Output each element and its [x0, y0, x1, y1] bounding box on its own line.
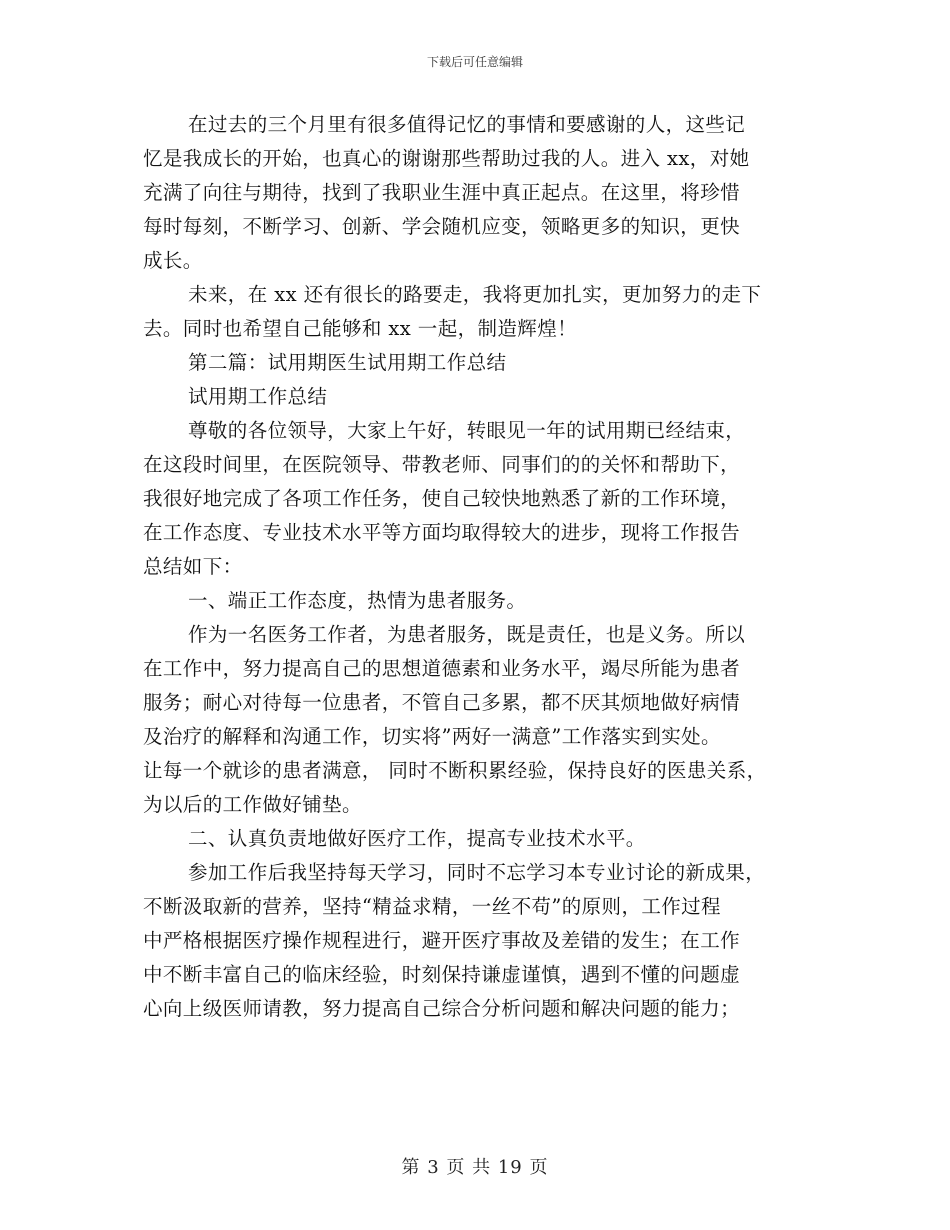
- paragraph-line: 心向上级医师请教，努力提高自己综合分析问题和解决问题的能力；: [143, 997, 741, 1020]
- paragraph-line: 忆是我成长的开始，也真心的谢谢那些帮助过我的人。进入 xx，对她: [143, 147, 750, 170]
- paragraph-line: 在这段时间里，在医院领导、带教老师、同事们的的关怀和帮助下，: [143, 453, 741, 476]
- page-footer: 第 3 页 共 19 页: [401, 1157, 549, 1178]
- subsection-heading: 一、端正工作态度，热情为患者服务。: [188, 589, 527, 612]
- paragraph-line: 在工作中，努力提高自己的思想道德素和业务水平，竭尽所能为患者: [143, 657, 741, 680]
- paragraph-line: 不断汲取新的营养，坚持“精益求精，一丝不苟”的原则，工作过程: [143, 895, 721, 918]
- paragraph-line: 参加工作后我坚持每天学习，同时不忘学习本专业讨论的新成果，: [188, 861, 766, 884]
- paragraph-line: 尊敬的各位领导，大家上午好，转眼见一年的试用期已经结束，: [188, 419, 746, 442]
- paragraph-line: 每时每刻，不断学习、创新、学会随机应变，领略更多的知识，更快: [143, 215, 741, 238]
- paragraph-line: 未来，在 xx 还有很长的路要走，我将更加扎实，更加努力的走下: [188, 283, 762, 306]
- paragraph-line: 去。同时也希望自己能够和 xx 一起，制造辉煌！: [143, 317, 577, 340]
- paragraph-line: 中不断丰富自己的临床经验，时刻保持谦虚谨慎，遇到不懂的问题虚: [143, 963, 741, 986]
- paragraph-line: 我很好地完成了各项工作任务，使自己较快地熟悉了新的工作环境，: [143, 487, 741, 510]
- paragraph-line: 作为一名医务工作者，为患者服务，既是责任，也是义务。所以: [188, 623, 746, 646]
- paragraph-line: 充满了向往与期待，找到了我职业生涯中真正起点。在这里，将珍惜: [143, 181, 741, 204]
- paragraph-line: 服务；耐心对待每一位患者，不管自己多累，都不厌其烦地做好病情: [143, 691, 741, 714]
- document-body: [143, 108, 823, 1026]
- paragraph-line: 总结如下：: [143, 555, 243, 578]
- paragraph-line: 及治疗的解释和沟通工作，切实将”两好一满意”工作落实到实处。: [143, 725, 721, 748]
- paragraph-line: 在过去的三个月里有很多值得记忆的事情和要感谢的人，这些记: [188, 113, 746, 136]
- paragraph-line: 成长。: [143, 249, 203, 272]
- paragraph-line: 让每一个就诊的患者满意， 同时不断积累经验，保持良好的医患关系，: [143, 759, 767, 782]
- paragraph-line: 在工作态度、专业技术水平等方面均取得较大的进步，现将工作报告: [143, 521, 741, 544]
- section-heading: 第二篇：试用期医生试用期工作总结: [188, 351, 507, 374]
- page-header: 下载后可任意编辑: [426, 55, 523, 69]
- paragraph-line: 中严格根据医疗操作规程进行，避开医疗事故及差错的发生；在工作: [143, 929, 741, 952]
- section-subtitle: 试用期工作总结: [188, 385, 328, 408]
- paragraph-line: 为以后的工作做好铺垫。: [143, 793, 362, 816]
- subsection-heading: 二、认真负责地做好医疗工作，提高专业技术水平。: [188, 827, 646, 850]
